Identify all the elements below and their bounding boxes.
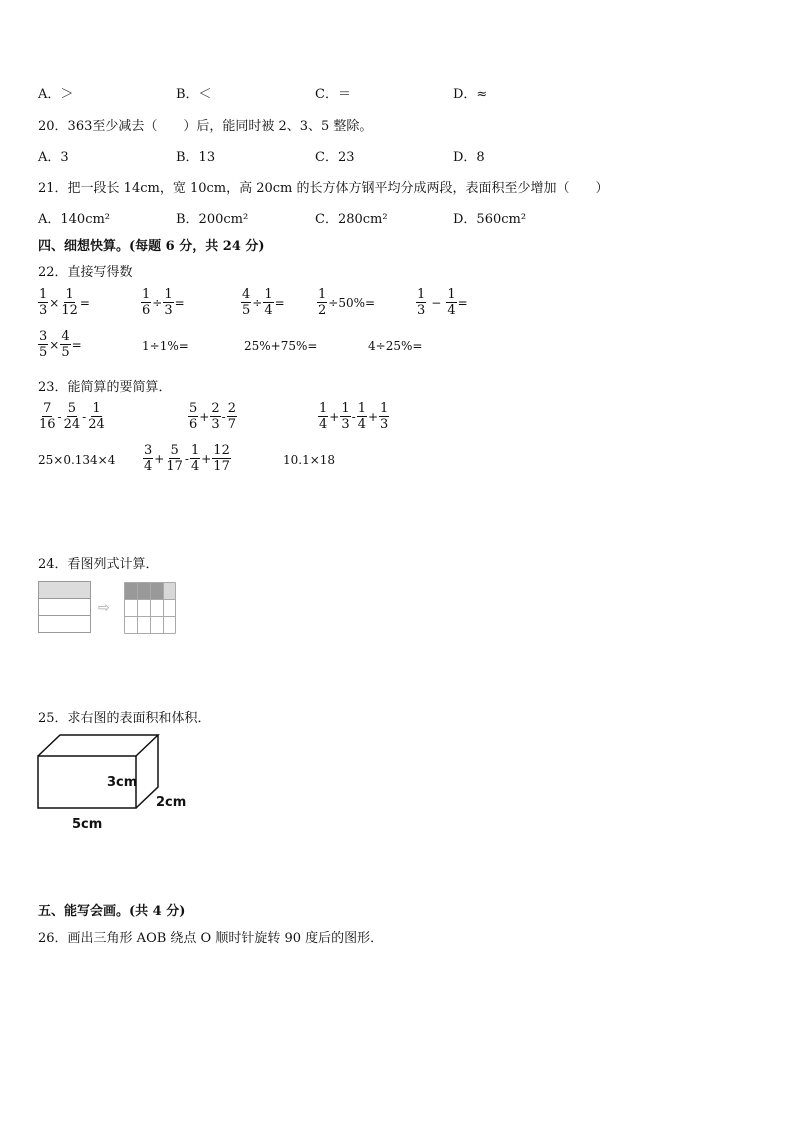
q23-expr-4: 25×0.134×4 [38, 453, 116, 467]
q22-expr-4: $\frac{1}{2}$ ÷50%= [318, 287, 376, 318]
q22-expr-6: $\frac{3}{5}$ × $\frac{4}{5}$ = [39, 329, 82, 360]
q20-option-d: D．8 [453, 150, 485, 165]
q23-expr-2: $\frac{5}{6}$ + $\frac{2}{3}$ - $\frac{2}{7}$ [189, 401, 236, 432]
q24-left-rectangle [39, 582, 91, 633]
section-5-heading: 五、能写会画。(共 4 分) [38, 904, 186, 919]
q19-option-b: B．＜ [176, 87, 212, 102]
q24-title: 24．看图列式计算． [38, 557, 159, 572]
q23-title: 23．能简算的要简算． [38, 380, 172, 395]
q25-height-label: 3cm [107, 775, 138, 790]
q21-option-a: A．140cm² [38, 212, 111, 227]
q24-right-grid [125, 583, 176, 634]
q19-option-c: C．＝ [315, 87, 351, 102]
q25-width-label: 2cm [156, 795, 187, 810]
q23-expr-3: $\frac{1}{4}$ + $\frac{1}{3}$ - $\frac{1}{4}$ + $\frac{1}{3}$ [319, 401, 389, 432]
q22-expr-2: $\frac{1}{6}$ ÷ $\frac{1}{3}$ = [142, 287, 185, 318]
q20-text: 20．363至少减去（ ）后，能同时被 2、3、5 整除。 [38, 119, 373, 134]
q19-option-d: D．≈ [453, 87, 488, 102]
q21-option-c: C．280cm² [315, 212, 388, 227]
q23-expr-1: $\frac{7}{16}$ - $\frac{5}{24}$ - $\frac{1}{24}$ [39, 401, 105, 432]
q20-option-a: A．3 [38, 150, 69, 165]
q22-expr-8: 25%+75%= [244, 339, 318, 353]
q22-expr-3: $\frac{4}{5}$ ÷ $\frac{1}{4}$ = [242, 287, 285, 318]
q25-cuboid [36, 733, 160, 811]
q22-title: 22．直接写得数 [38, 265, 133, 280]
q23-expr-6: 10.1×18 [283, 453, 336, 467]
q26-text: 26．画出三角形 AOB 绕点 O 顺时针旋转 90 度后的图形． [38, 931, 384, 946]
q22-expr-1: $\frac{1}{3}$ × $\frac{1}{12}$ = [39, 287, 90, 318]
q21-option-b: B．200cm² [176, 212, 249, 227]
q20-option-c: C．23 [315, 150, 355, 165]
q22-expr-5: $\frac{1}{3}$ − $\frac{1}{4}$ = [417, 287, 468, 318]
q21-text: 21．把一段长 14cm，宽 10cm，高 20cm 的长方体方钢平均分成两段，表面积至少增加（ ） [38, 181, 609, 196]
q22-expr-7: 1÷1%= [142, 339, 189, 353]
section-4-heading: 四、细想快算。(每题 6 分，共 24 分) [38, 239, 265, 254]
q19-option-a: A．＞ [38, 87, 74, 102]
q20-option-b: B．13 [176, 150, 216, 165]
q23-expr-5: $\frac{3}{4}$ + $\frac{5}{17}$ - $\frac{1}{4}$ + $\frac{12}{17}$ [144, 443, 230, 474]
q24-arrow-icon: ⇨ [98, 600, 110, 616]
q25-length-label: 5cm [72, 817, 103, 832]
q21-option-d: D．560cm² [453, 212, 527, 227]
q25-title: 25．求右图的表面积和体积． [38, 711, 211, 726]
q22-expr-9: 4÷25%= [368, 339, 423, 353]
